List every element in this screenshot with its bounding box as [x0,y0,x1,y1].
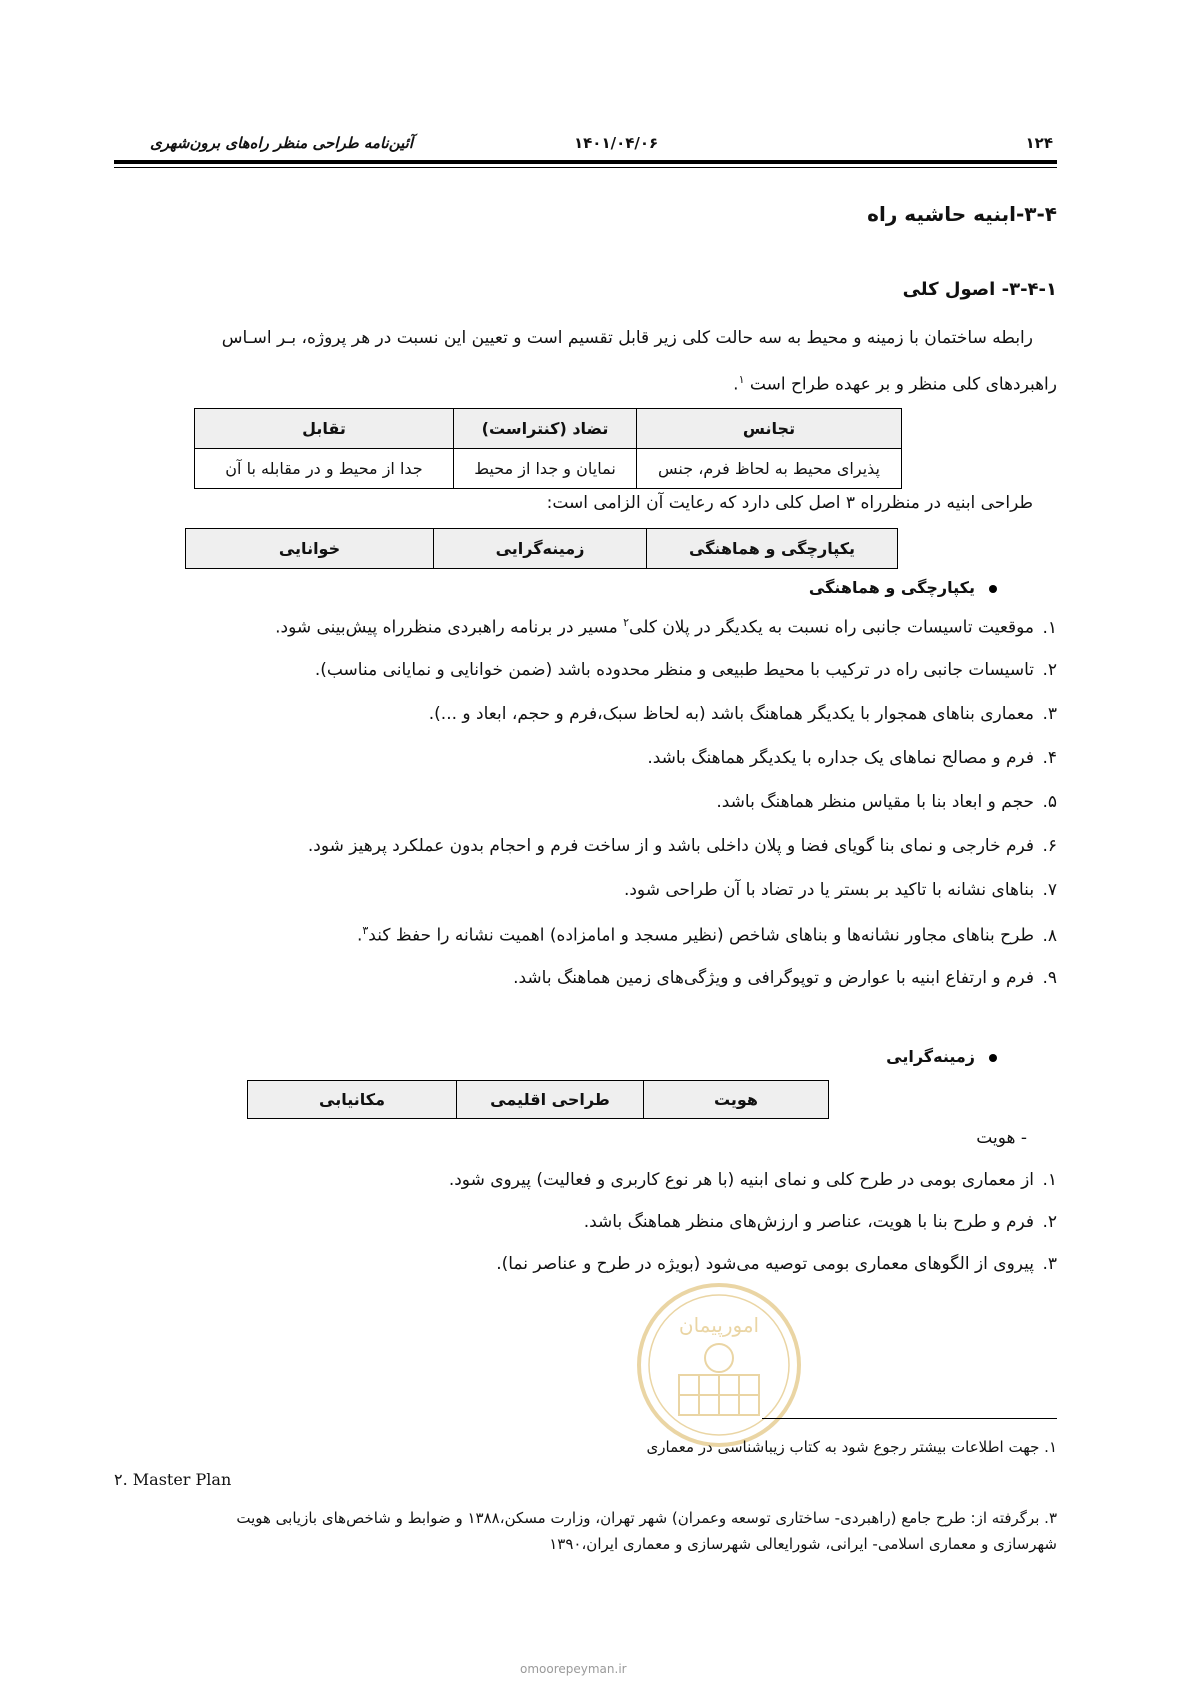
list-item [114,1254,1057,1274]
item-number: ۹. [1042,968,1057,988]
header-title: آئین‌نامه طراحی منظر راه‌های برون‌شهری [150,134,413,152]
item-text: حجم و ابعاد بنا با مقیاس منظر هماهنگ باشد. [716,792,1035,812]
list-item [114,660,1057,680]
bullet-dot-icon [989,585,997,593]
relation-table [194,408,902,489]
footnote-1: ۱. جهت اطلاعات بیشتر رجوع شود به کتاب زیباشناسی در معماری [646,1438,1057,1456]
principle-cell: زمینه‌گرایی [434,529,647,569]
item-text: تاسیسات جانبی راه در ترکیب با محیط طبیعی و منظر محدوده باشد (ضمن خوانایی و نمایانی مناسب). [314,660,1035,680]
watermark-logo-icon [634,1280,804,1450]
watermark-logo-text: امورپیمان [678,1313,760,1337]
item-number: ۷. [1042,880,1057,900]
section-heading: ۳-۴-ابنیه حاشیه راه [867,202,1057,226]
principles-intro: طراحی ابنیه در منظرراه ۳ اصل کلی دارد که رعایت آن الزامی است: [546,493,1033,513]
item-text: فرم و ارتفاع ابنیه با عوارض و توپوگرافی و ویژگی‌های زمین هماهنگ باشد. [513,968,1035,988]
relation-header-cell: تضاد (کنتراست) [454,409,637,449]
intro-line-1: رابطه ساختمان با زمینه و محیط به سه حالت کلی زیر قابل تقسیم است و تعیین این نسبت در هر پروژه، بـر اسـاس [221,328,1033,348]
relation-cell: جدا از محیط و در مقابله با آن [195,449,454,489]
item-number: ۳. [1042,704,1057,724]
contextualism-table [247,1080,829,1119]
principle-cell: خوانایی [186,529,434,569]
header-rule-thin [114,167,1057,168]
section-subheading: ۳-۴-۱- اصول کلی [902,279,1057,300]
item-text: معماری بناهای همجوار با یکدیگر هماهنگ باشد (به لحاظ سبک،فرم و حجم، ابعاد و ...). [428,704,1035,724]
document-page [114,0,1057,1684]
item-text: پیروی از الگوهای معماری بومی توصیه می‌شود (بویژه در طرح و عناصر نما). [496,1254,1035,1274]
list-item [114,968,1057,988]
principle-cell: یکپارچگی و هماهنگی [647,529,898,569]
list-item [114,880,1057,900]
header-rule-thick [114,160,1057,164]
list-item [114,748,1057,768]
intro-line-2: راهبردهای کلی منظر و بر عهده طراح است $^۱$. [733,373,1057,395]
item-number: ۳. [1042,1254,1057,1274]
watermark-url: omoorepeyman.ir [520,1662,627,1676]
relation-cell: نمایان و جدا از محیط [454,449,637,489]
footnote-ref-3: ۳ [362,924,369,937]
list-item [114,616,1057,638]
header-date: ۱۴۰۱/۰۴/۰۶ [574,134,659,152]
item-number: ۴. [1042,748,1057,768]
item-text: فرم و مصالح نماهای یک جداره با یکدیگر هماهنگ باشد. [647,748,1035,768]
integration-bullet [54,578,997,597]
page-header [114,128,1057,154]
item-text: موقعیت تاسیسات جانبی راه نسبت به یکدیگر در پلان کلی [629,617,1035,638]
contextualism-bullet [54,1047,997,1066]
list-item [114,792,1057,812]
relation-header-cell: تجانس [637,409,902,449]
list-item [114,924,1057,946]
item-text: فرم خارجی و نمای بنا گویای فضا و پلان داخلی باشد و از ساخت فرم و احجام بدون عملکرد پرهیز شود. [307,836,1035,856]
item-text: فرم و طرح بنا با هویت، عناصر و ارزش‌های منظر هماهنگ باشد. [583,1212,1035,1232]
footnote-2: ۲. Master Plan [114,1470,232,1489]
item-number: ۵. [1042,792,1057,812]
contextualism-cell: مکانیابی [248,1081,457,1119]
list-item [114,1170,1057,1190]
item-number: ۶. [1042,836,1057,856]
footnote-ref-2: ۲ [623,616,630,629]
principles-table-row [186,529,898,569]
bullet-dot-icon [989,1054,997,1062]
item-number: ۱. [1042,1170,1057,1190]
list-item [114,1212,1057,1232]
item-number: ۲. [1042,1212,1057,1232]
item-text-continued: . [356,925,363,946]
contextualism-cell: طراحی اقلیمی [457,1081,644,1119]
item-number: ۱. [1042,617,1057,638]
relation-table-row [195,449,902,489]
contextualism-title: زمینه‌گرایی [886,1047,975,1066]
list-item [114,704,1057,724]
relation-cell: پذیرای محیط به لحاظ فرم، جنس [637,449,902,489]
footnote-rule [762,1418,1057,1419]
footnote-3-line-1: ۳. برگرفته از: طرح جامع (راهبردی- ساختاری توسعه وعمران) شهر تهران، وزارت مسکن،۱۳۸۸ و ضوابط و شاخص‌های بازیابی هویت [236,1509,1057,1527]
item-text-continued: مسیر در برنامه راهبردی منظرراه پیش‌بینی شود. [275,617,624,638]
list-item [114,836,1057,856]
item-text: از معماری بومی در طرح کلی و نمای ابنیه (با هر نوع کاربری و فعالیت) پیروی شود. [448,1170,1035,1190]
identity-label: - هویت [976,1128,1027,1148]
relation-table-header [195,409,902,449]
item-text: بناهای نشانه با تاکید بر بستر یا در تضاد با آن طراحی شود. [623,880,1035,900]
item-number: ۸. [1042,925,1057,946]
integration-title: یکپارچگی و هماهنگی [808,578,975,597]
footnote-3-line-2: شهرسازی و معماری اسلامی- ایرانی، شورایعالی شهرسازی و معماری ایران،۱۳۹۰ [549,1535,1057,1553]
principles-table [185,528,898,569]
page-number: ۱۲۴ [1025,134,1053,152]
contextualism-table-row [248,1081,829,1119]
intro-line-2-text: راهبردهای کلی منظر و بر عهده طراح است [749,374,1057,395]
relation-header-cell: تقابل [195,409,454,449]
item-number: ۲. [1042,660,1057,680]
contextualism-cell: هویت [644,1081,829,1119]
footnote-ref-1: ۱ [738,373,745,386]
item-text: طرح بناهای مجاور نشانه‌ها و بناهای شاخص (نظیر مسجد و امامزاده) اهمیت نشانه را حفظ کند [368,925,1035,946]
